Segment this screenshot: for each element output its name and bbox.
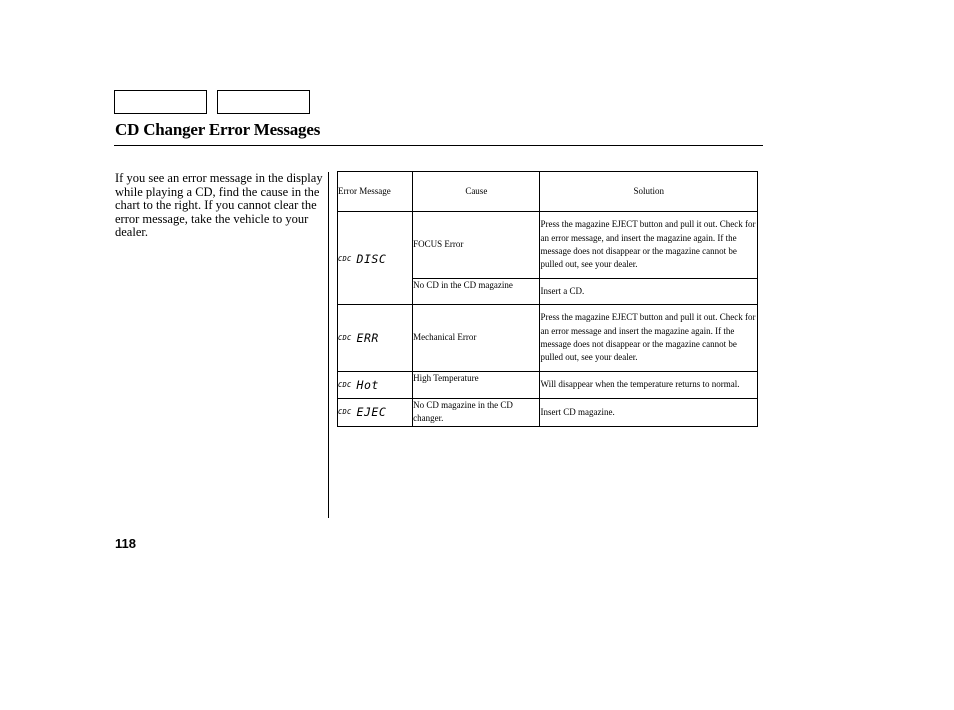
page-title: CD Changer Error Messages (115, 120, 321, 139)
solution-cell: Press the magazine EJECT button and pull it out. Check for an error message, and insert the magazine again. If the message does not disappear or the magazine cannot be pulled out, see your dealer. (540, 212, 758, 279)
display-prefix: CDC (338, 255, 352, 263)
display-code-disc (338, 212, 413, 305)
intro-paragraph: If you see an error message in the display while playing a CD, find the cause in the chart to the right. If you cannot clear the error message, take the vehicle to your dealer. (115, 171, 323, 240)
display-code: EJEC (356, 405, 387, 419)
page-number: 118 (115, 536, 136, 551)
table-row (338, 372, 758, 399)
solution-cell: Insert CD magazine. (540, 399, 758, 427)
error-message-table (337, 171, 758, 427)
cause-cell: FOCUS Error (413, 212, 540, 279)
header-error-message: Error Message (338, 172, 413, 212)
header-cause: Cause (413, 172, 540, 212)
title-divider (114, 145, 763, 146)
solution-cell: Will disappear when the temperature returns to normal. (540, 372, 758, 399)
display-code-ejec (338, 399, 413, 427)
display-prefix: CDC (338, 408, 352, 416)
nav-tab-1[interactable] (114, 90, 207, 114)
column-divider (328, 172, 329, 518)
display-prefix: CDC (338, 333, 352, 342)
table-header-row (338, 172, 758, 212)
display-code-hot (338, 372, 413, 399)
display-code: Hot (356, 378, 379, 392)
display-code: ERR (356, 330, 379, 345)
cause-cell: No CD in the CD magazine (413, 279, 540, 305)
table-row (338, 399, 758, 427)
solution-cell: Insert a CD. (540, 279, 758, 305)
cause-cell: No CD magazine in the CD changer. (413, 399, 540, 427)
cause-cell: High Temperature (413, 372, 540, 399)
table-row (338, 305, 758, 372)
solution-cell: Press the magazine EJECT button and pull it out. Check for an error message and insert the magazine again. If the message does not disappear or the magazine cannot be pulled out, see your dealer. (540, 305, 758, 372)
nav-tab-2[interactable] (217, 90, 310, 114)
cause-cell: Mechanical Error (413, 305, 540, 372)
display-code-err (338, 305, 413, 372)
header-solution: Solution (540, 172, 758, 212)
table-row (338, 212, 758, 279)
display-code: DISC (356, 252, 387, 266)
display-prefix: CDC (338, 381, 352, 389)
